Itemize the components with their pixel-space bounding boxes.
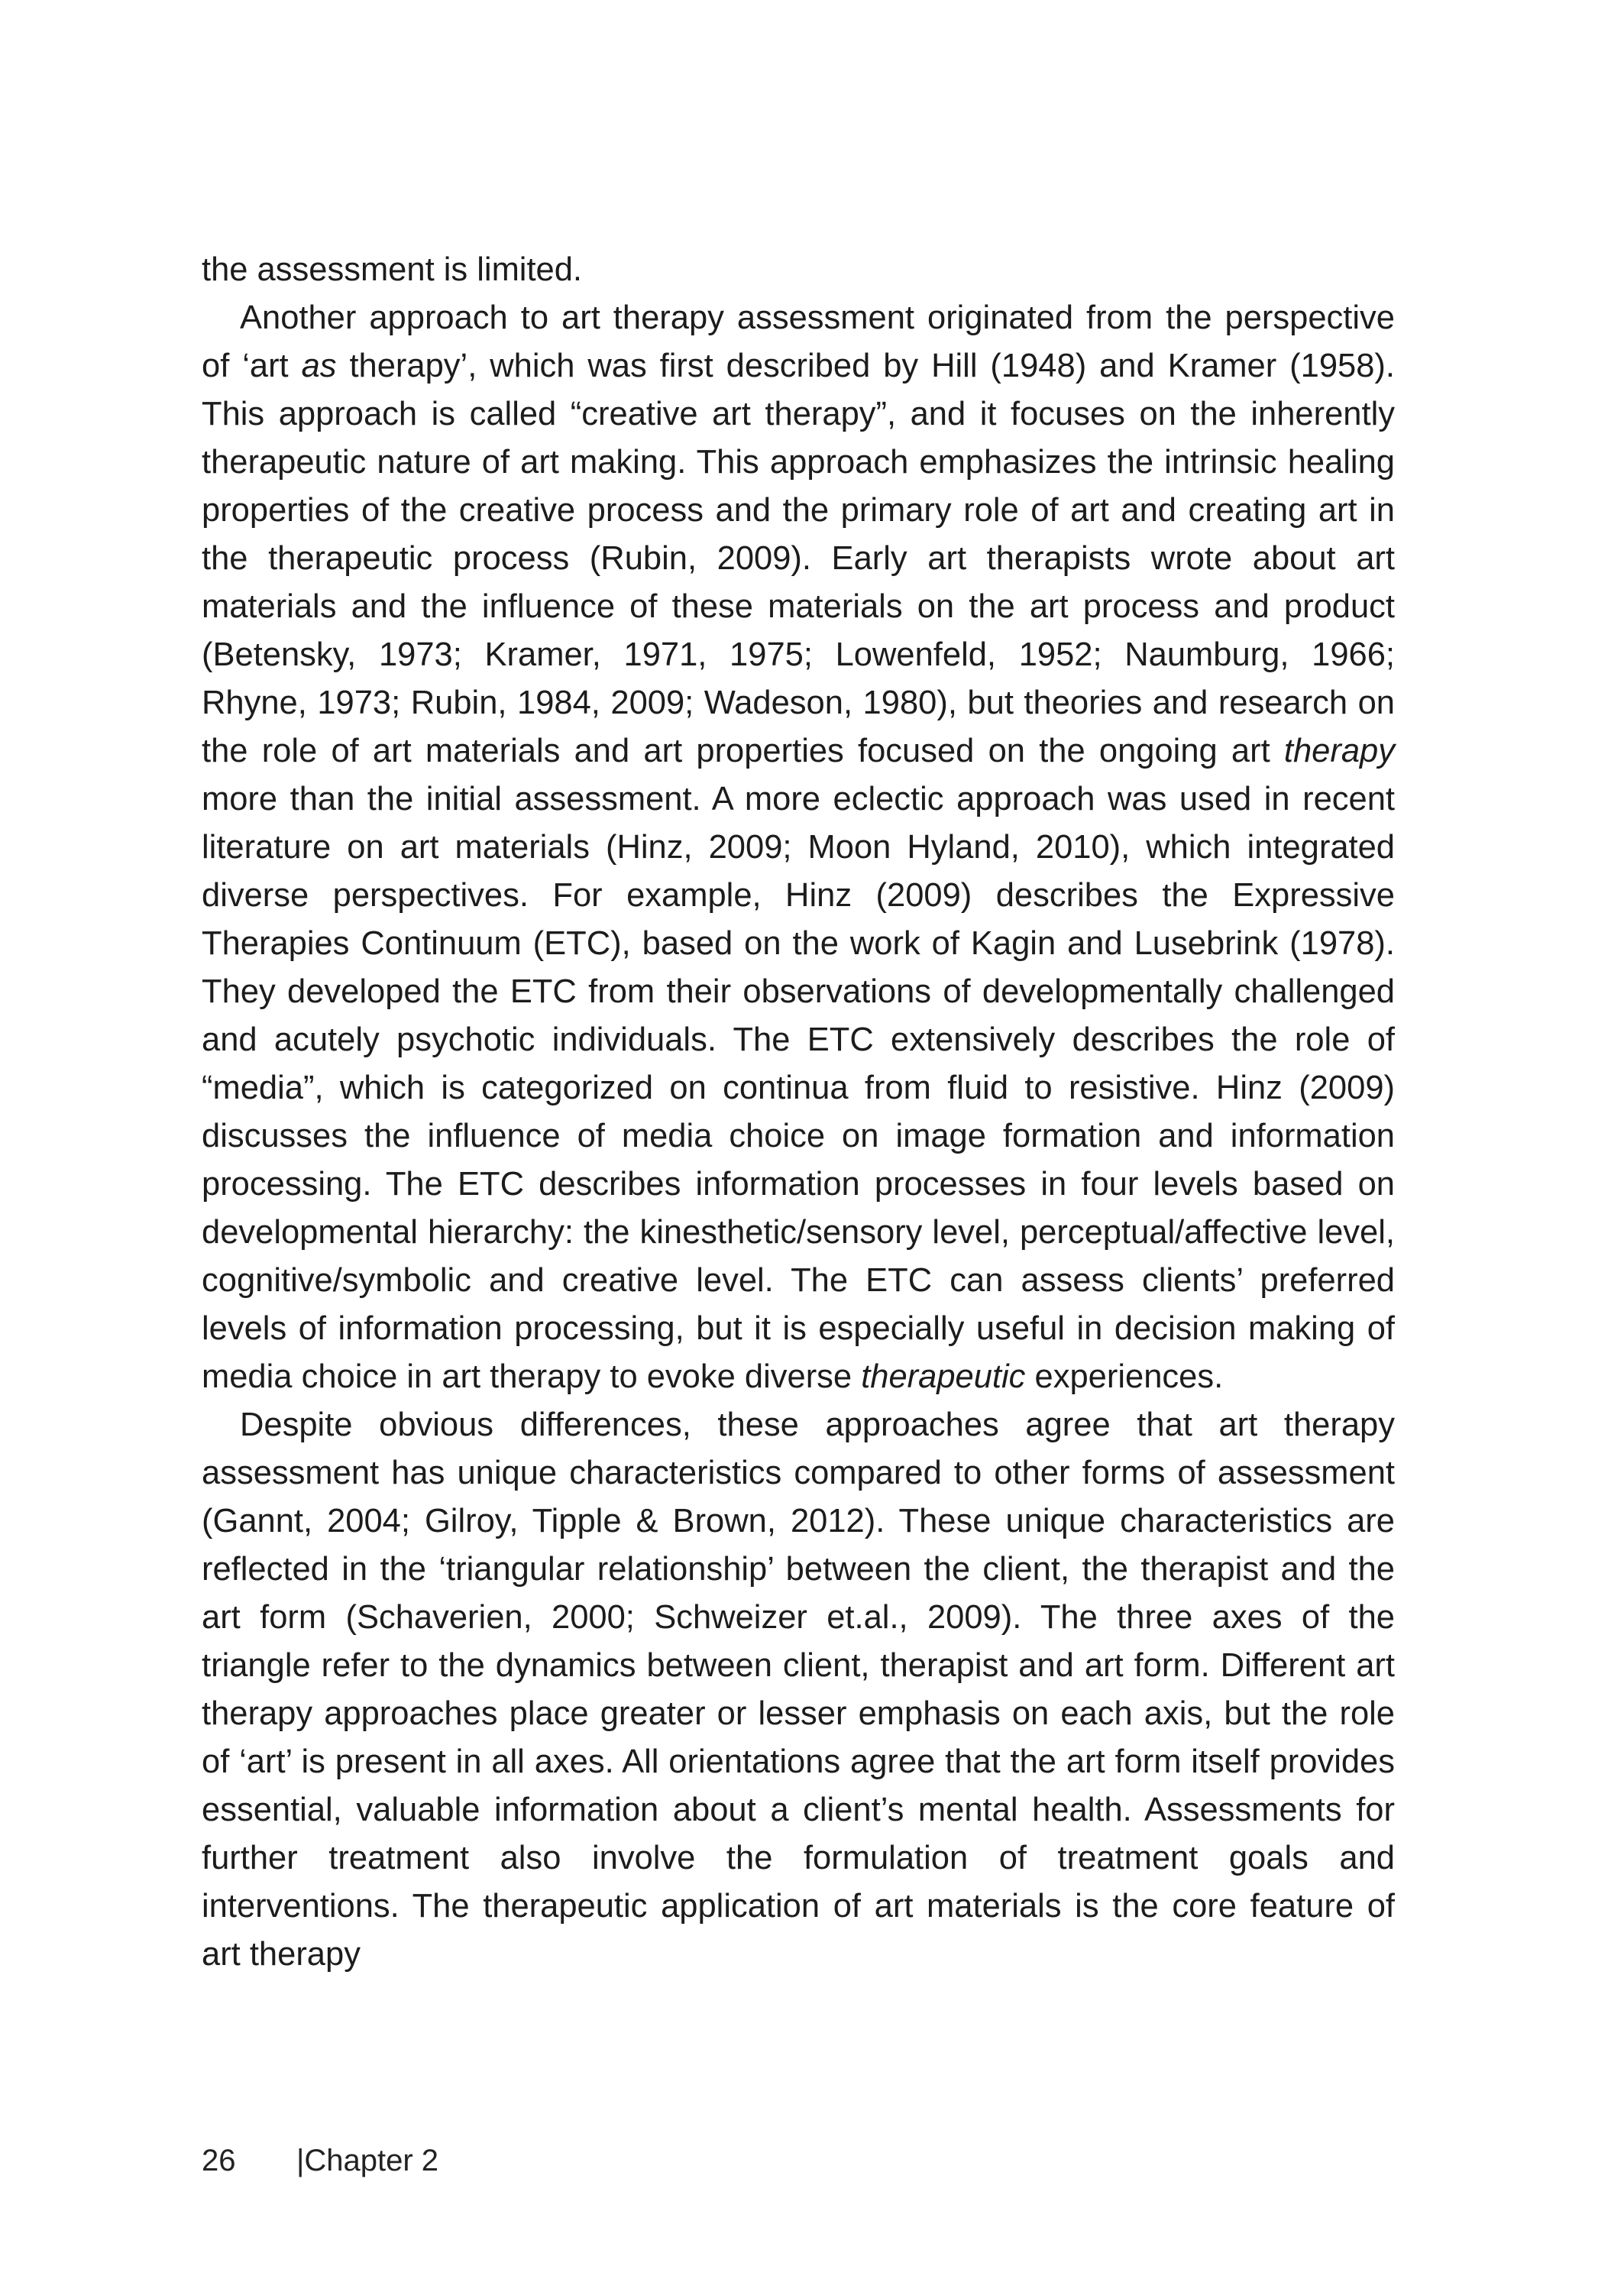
italic-term: therapeutic [861,1358,1026,1395]
text-run: more than the initial assessment. A more eclectic approach was used in recent literature on art materials (Hinz, 2009; Moon Hyland, 2010), which integrated diverse perspectives. For example, Hinz (2009) describes the Expressive Therapies Continuum (ETC), based on the work of Kagin and Lusebrink (1978). They developed the ETC from their observations of developmentally challenged and acutely psychotic individuals. The ETC extensively describes the role of “media”, which is categorized on continua from fluid to resistive. Hinz (2009) discusses the influence of media choice on image formation and information processing. The ETC describes information processes in four levels based on developmental hierarchy: the kinesthetic/sensory level, perceptual/affective level, cognitive/symbolic and creative level. The ETC can assess clients’ preferred levels of information processing, but it is especially useful in decision making of media choice in art therapy to evoke diverse [202,781,1395,1395]
italic-term: as [301,348,337,384]
page-footer [202,2142,438,2179]
paragraph-3 [202,1401,1395,1979]
chapter-label: Chapter 2 [304,2144,439,2177]
text-run: the assessment is limited. [202,251,583,288]
footer-separator: | [296,2144,305,2177]
text-run: therapy’, which was first described by Hill (1948) and Kramer (1958). This approach is called “creative art therapy”, and it focuses on the inherently therapeutic nature of art making. This approach emphasizes the intrinsic healing properties of the creative process and the primary role of art and creating art in the therapeutic process (Rubin, 2009). Early art therapists wrote about art materials and the influence of these materials on the art process and product (Betensky, 1973; Kramer, 1971, 1975; Lowenfeld, 1952; Naumburg, 1966; Rhyne, 1973; Rubin, 1984, 2009; Wadeson, 1980), but theories and research on the role of art materials and art properties focused on the ongoing art [202,348,1395,769]
paragraph-2 [202,294,1395,1401]
body-text [202,246,1395,1979]
paragraph-1 [202,246,1395,294]
text-run: Despite obvious differences, these approaches agree that art therapy assessment has unique characteristics compared to other forms of assessment (Gannt, 2004; Gilroy, Tipple & Brown, 2012). These unique characteristics are reflected in the ‘triangular relationship’ between the client, the therapist and the art form (Schaverien, 2000; Schweizer et.al., 2009). The three axes of the triangle refer to the dynamics between client, therapist and art form. Different art therapy approaches place greater or lesser emphasis on each axis, but the role of ‘art’ is present in all axes. All orientations agree that the art form itself provides essential, valuable information about a client’s mental health. Assessments for further treatment also involve the formulation of treatment goals and interventions. The therapeutic application of art materials is the core feature of art therapy [202,1407,1395,1973]
text-run: Another approach to art therapy assessment originated from the perspective of ‘art [202,299,1395,384]
page-number: 26 [202,2144,236,2177]
text-run: experiences. [1025,1358,1224,1395]
italic-term: therapy [1283,733,1395,769]
